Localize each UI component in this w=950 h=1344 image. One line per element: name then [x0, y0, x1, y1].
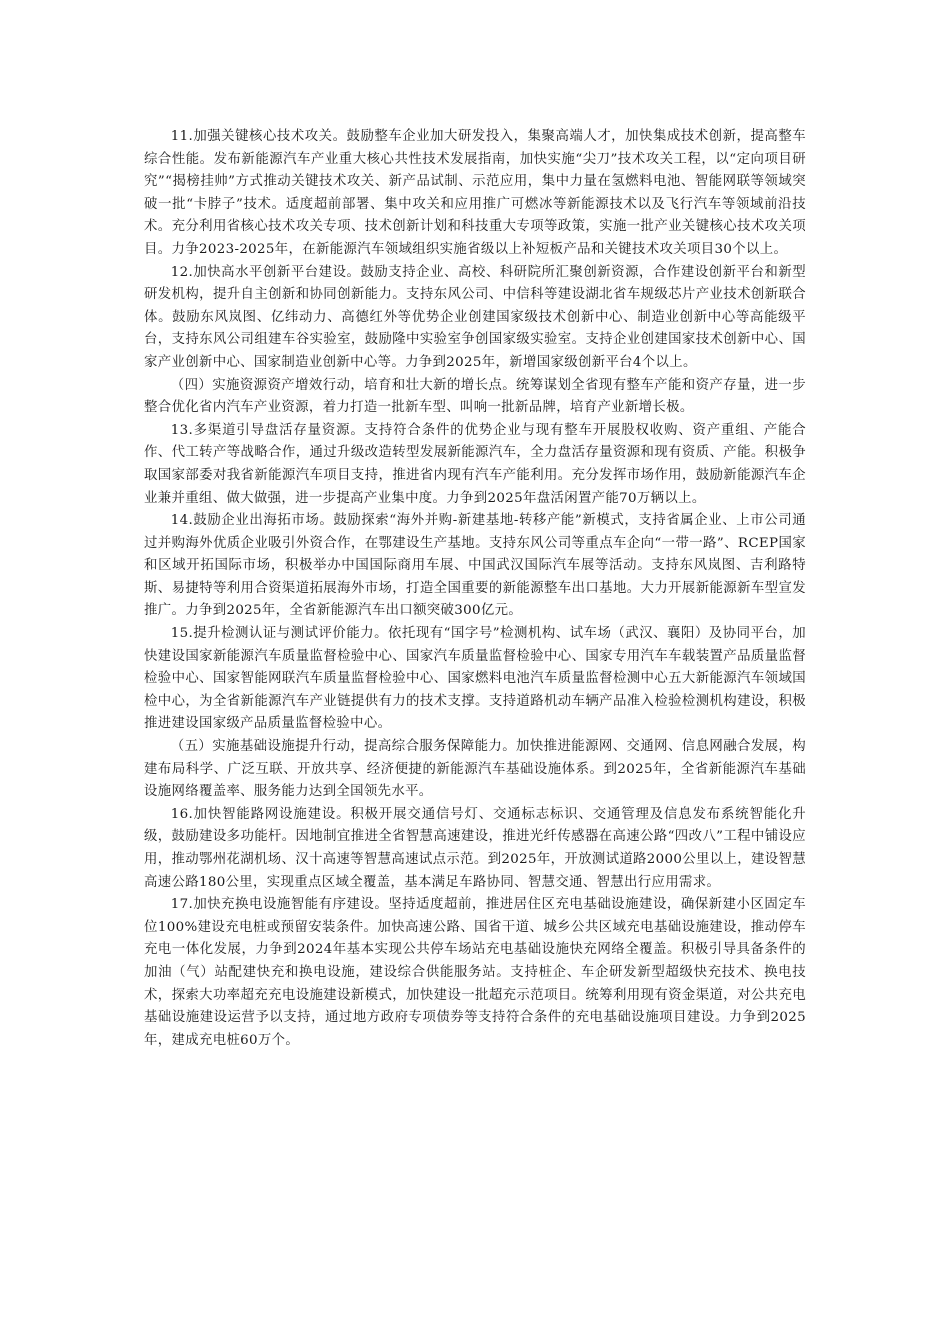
- section-heading-4: （四）实施资源资产增效行动，培育和壮大新的增长点。统筹谋划全省现有整车产能和资产存量，进一步整合优化省内汽车产业资源，着力打造一批新车型、叫响一批新品牌，培育产业新增长极。: [144, 377, 806, 416]
- paragraph-item-16: 16.加快智能路网设施建设。积极开展交通信号灯、交通标志标识、交通管理及信息发布系统智能化升级，鼓励建设多功能杆。因地制宜推进全省智慧高速建设，推进光纤传感器在高速公路“四改八”工程中铺设应用，推动鄂州花湖机场、汉十高速等智慧高速试点示范。到2025年，开放测试道路2000公里以上，建设智慧高速公路180公里，实现重点区域全覆盖，基本满足车路协同、智慧交通、智慧出行应用需求。: [144, 806, 806, 890]
- paragraph-item-13: 13.多渠道引导盘活存量资源。支持符合条件的优势企业与现有整车开展股权收购、资产重组、产能合作、代工转产等战略合作，通过升级改造转型发展新能源汽车，全力盘活存量资源和现有资质、产能。积极争取国家部委对我省新能源汽车项目支持，推进省内现有汽车产能利用。充分发挥市场作用，鼓励新能源汽车企业兼并重组、做大做强，进一步提高产业集中度。力争到2025年盘活闲置产能70万辆以上。: [144, 422, 806, 506]
- document-body: [144, 126, 806, 1052]
- paragraph-item-12: 12.加快高水平创新平台建设。鼓励支持企业、高校、科研院所汇聚创新资源，合作建设创新平台和新型研发机构，提升自主创新和协同创新能力。支持东风公司、中信科等建设湖北省车规级芯片产业技术创新联合体。鼓励东风岚图、亿纬动力、高德红外等优势企业创建国家级技术创新中心、制造业创新中心等高能级平台，支持东风公司组建车谷实验室，鼓励隆中实验室争创国家级实验室。支持企业创建国家技术创新中心、国家产业创新中心、国家制造业创新中心等。力争到2025年，新增国家级创新平台4个以上。: [144, 264, 806, 370]
- paragraph-item-15: 15.提升检测认证与测试评价能力。依托现有“国字号”检测机构、试车场（武汉、襄阳）及协同平台，加快建设国家新能源汽车质量监督检验中心、国家汽车质量监督检验中心、国家专用汽车车载装置产品质量监督检验中心、国家智能网联汽车质量监督检验中心、国家燃料电池汽车质量监督检测中心五大新能源汽车领域国检中心，为全省新能源汽车产业链提供有力的技术支撑。支持道路机动车辆产品准入检验检测机构建设，积极推进建设国家级产品质量监督检验中心。: [144, 626, 806, 732]
- section-heading-5: （五）实施基础设施提升行动，提高综合服务保障能力。加快推进能源网、交通网、信息网融合发展，构建布局科学、广泛互联、开放共享、经济便捷的新能源汽车基础设施体系。到2025年，全省新能源汽车基础设施网络覆盖率、服务能力达到全国领先水平。: [144, 739, 806, 800]
- paragraph-item-17: 17.加快充换电设施智能有序建设。坚持适度超前，推进居住区充电基础设施建设，确保新建小区固定车位100%建设充电桩或预留安装条件。加快高速公路、国省干道、城乡公共区域充电基础设施建设，推动停车充电一体化发展，力争到2024年基本实现公共停车场站充电基础设施快充网络全覆盖。积极引导具备条件的加油（气）站配建快充和换电设施，建设综合供能服务站。支持桩企、车企研发新型超级快充技术、换电技术，探索大功率超充充电设施建设新模式，加快建设一批超充示范项目。统筹利用现有资金渠道，对公共充电基础设施建设运营予以支持，通过地方政府专项债券等支持符合条件的充电基础设施项目建设。力争到2025年，建成充电桩60万个。: [144, 897, 806, 1048]
- paragraph-item-14: 14.鼓励企业出海拓市场。鼓励探索“海外并购-新建基地-转移产能”新模式，支持省属企业、上市公司通过并购海外优质企业吸引外资合作，在鄂建设生产基地。支持东风公司等重点车企向“一带一路”、RCEP国家和区域开拓国际市场，积极举办中国国际商用车展、中国武汉国际汽车展等活动。支持东风岚图、吉利路特斯、易捷特等利用合资渠道拓展海外市场，打造全国重要的新能源整车出口基地。大力开展新能源新车型宣发推广。力争到2025年，全省新能源汽车出口额突破300亿元。: [144, 513, 806, 619]
- paragraph-item-11: 11.加强关键核心技术攻关。鼓励整车企业加大研发投入，集聚高端人才，加快集成技术创新，提高整车综合性能。发布新能源汽车产业重大核心共性技术发展指南，加快实施“尖刀”技术攻关工程，以“定向项目研究”“揭榜挂帅”方式推动关键技术攻关、新产品试制、示范应用，集中力量在氢燃料电池、智能网联等领域突破一批“卡脖子”技术。适度超前部署、集中攻关和应用推广可燃冰等新能源技术以及飞行汽车等领域前沿技术。充分利用省核心技术攻关专项、技术创新计划和科技重大专项等政策，实施一批产业关键核心技术攻关项目。力争2023-2025年，在新能源汽车领域组织实施省级以上补短板产品和关键技术攻关项目30个以上。: [144, 129, 806, 257]
